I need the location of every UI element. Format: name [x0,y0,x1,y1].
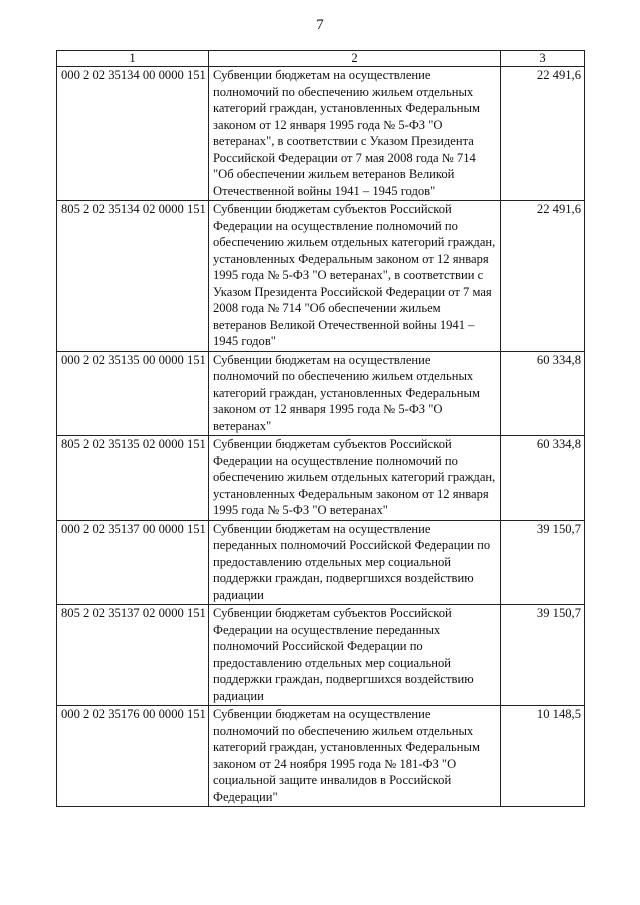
row-code: 805 2 02 35137 02 0000 151 [57,605,209,706]
row-description: Субвенции бюджетам субъектов Российской Федерации на осуществление переданных полномочий Российской Федерации по предоставлению отдельных мер социальной поддержки граждан, подвергшихся воздействию радиации [209,605,501,706]
row-code: 000 2 02 35176 00 0000 151 [57,706,209,807]
budget-table [56,50,585,807]
row-description: Субвенции бюджетам на осуществление полномочий по обеспечению жильем отдельных категорий граждан, установленных Федеральным законом от 12 января 1995 года № 5-ФЗ "О ветеранах", в соответствии с Указом Президента Российской Федерации от 7 мая 2008 года № 714 "Об обеспечении жильем ветеранов Великой Отечественной войны 1941 – 1945 годов" [209,67,501,201]
column-header-code: 1 [57,51,209,67]
page-number: 7 [316,17,324,33]
row-code: 805 2 02 35134 02 0000 151 [57,201,209,352]
row-amount: 60 334,8 [501,436,585,521]
row-code: 000 2 02 35134 00 0000 151 [57,67,209,201]
row-amount: 22 491,6 [501,67,585,201]
row-code: 000 2 02 35137 00 0000 151 [57,520,209,605]
row-amount: 60 334,8 [501,351,585,436]
table-row [57,351,585,436]
column-header-description: 2 [209,51,501,67]
row-description: Субвенции бюджетам субъектов Российской Федерации на осуществление полномочий по обеспечению жильем отдельных категорий граждан, установленных Федеральным законом от 12 января 1995 года № 5-ФЗ "О ветеранах" [209,436,501,521]
row-description: Субвенции бюджетам субъектов Российской Федерации на осуществление полномочий по обеспечению жильем отдельных категорий граждан, установленных Федеральным законом от 12 января 1995 года № 5-ФЗ "О ветеранах", в соответствии с Указом Президента Российской Федерации от 7 мая 2008 года № 714 "Об обеспечении жильем ветеранов Великой Отечественной войны 1941 – 1945 годов" [209,201,501,352]
table-row [57,67,585,201]
table-row [57,706,585,807]
table-row [57,201,585,352]
row-amount: 10 148,5 [501,706,585,807]
row-amount: 39 150,7 [501,520,585,605]
row-description: Субвенции бюджетам на осуществление полномочий по обеспечению жильем отдельных категорий граждан, установленных Федеральным законом от 24 ноября 1995 года № 181-ФЗ "О социальной защите инвалидов в Российской Федерации" [209,706,501,807]
table-row [57,605,585,706]
row-description: Субвенции бюджетам на осуществление полномочий по обеспечению жильем отдельных категорий граждан, установленных Федеральным законом от 12 января 1995 года № 5-ФЗ "О ветеранах" [209,351,501,436]
row-amount: 22 491,6 [501,201,585,352]
table-row [57,436,585,521]
table-row [57,520,585,605]
row-code: 805 2 02 35135 02 0000 151 [57,436,209,521]
table-header-row [57,51,585,67]
row-description: Субвенции бюджетам на осуществление переданных полномочий Российской Федерации по предоставлению отдельных мер социальной поддержки граждан, подвергшихся воздействию радиации [209,520,501,605]
row-amount: 39 150,7 [501,605,585,706]
row-code: 000 2 02 35135 00 0000 151 [57,351,209,436]
column-header-amount: 3 [501,51,585,67]
